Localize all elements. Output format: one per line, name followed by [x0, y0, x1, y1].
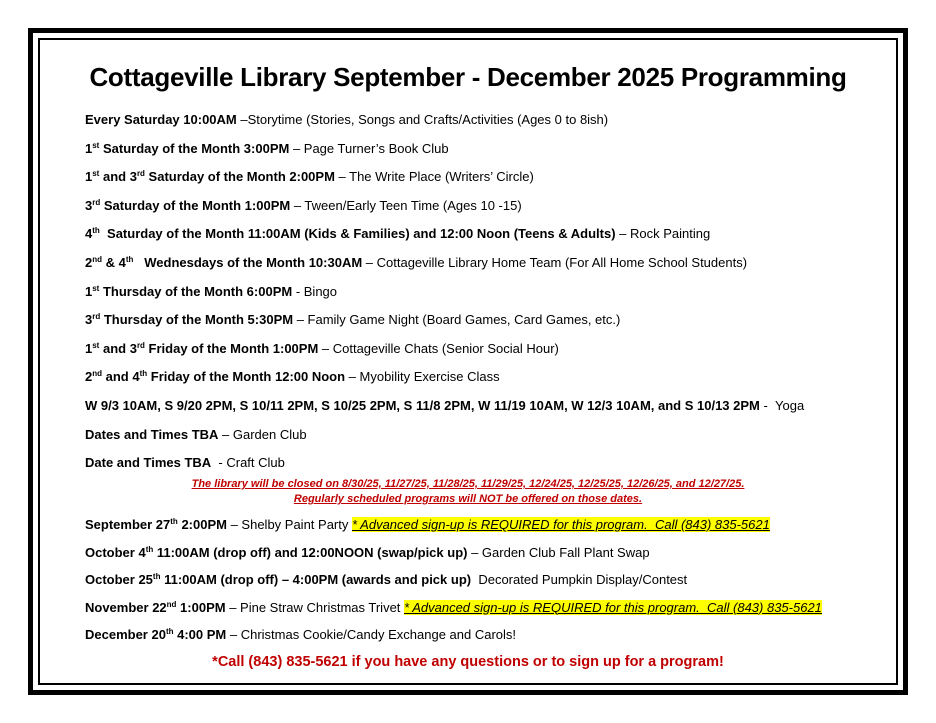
schedule-item [85, 310, 885, 339]
ordinal-suffix: st [92, 169, 100, 179]
schedule-item [85, 196, 885, 225]
program-name: – Family Game Night (Board Games, Card Games, etc.) [293, 312, 621, 328]
schedule-time: 3 [85, 197, 93, 213]
schedule-time: Saturday of the Month 11:00AM (Kids & Families) and 12:00 Noon (Teens & Adults) [99, 226, 616, 242]
program-name: – Rock Painting [615, 226, 711, 242]
schedule-time: 2 [85, 254, 93, 270]
program-name: – Page Turner’s Book Club [289, 140, 449, 156]
program-name: – Christmas Cookie/Candy Exchange and Carols! [226, 627, 517, 642]
event-item [85, 598, 885, 626]
schedule-time: 1 [85, 340, 93, 356]
ordinal-suffix: th [152, 572, 161, 581]
schedule-item [85, 282, 885, 311]
schedule-time: 1 [85, 283, 93, 299]
ordinal-suffix: nd [92, 254, 103, 264]
schedule-time: 2 [85, 369, 93, 385]
special-events-list [85, 515, 885, 653]
program-name: - Craft Club [211, 455, 285, 471]
schedule-time: 2:00PM [177, 517, 227, 532]
ordinal-suffix: rd [136, 340, 145, 350]
program-name: – Myobility Exercise Class [345, 369, 500, 385]
event-item [85, 515, 885, 543]
schedule-time: October 25 [85, 572, 153, 587]
schedule-time: 11:00AM (drop off) – 4:00PM (awards and pick up) [160, 572, 472, 587]
schedule-time: and 4 [102, 369, 140, 385]
ordinal-suffix: th [165, 627, 174, 636]
schedule-time: 11:00AM (drop off) and 12:00NOON (swap/pick up) [153, 544, 468, 560]
schedule-item [85, 224, 885, 253]
event-item [85, 543, 885, 571]
program-name: – Tween/Early Teen Time (Ages 10 -15) [290, 197, 522, 213]
signup-required-highlight: * Advanced sign-up is REQUIRED for this program. Call (843) 835-5621 [351, 517, 770, 532]
schedule-time: Every Saturday 10:00AM [85, 112, 241, 127]
schedule-item [85, 396, 885, 425]
recurring-schedule-list [85, 110, 885, 482]
schedule-item [85, 339, 885, 368]
schedule-time: and 3 [99, 169, 137, 185]
program-name: –Storytime (Stories, Songs and Crafts/Activities (Ages 0 to 8ish) [240, 112, 609, 127]
schedule-time: 1 [85, 140, 93, 156]
schedule-time: Saturday of the Month 2:00PM [144, 169, 335, 185]
ordinal-suffix: th [139, 369, 148, 379]
schedule-time: 4 [85, 226, 93, 242]
schedule-time: 1:00PM [176, 599, 226, 615]
program-name: – The Write Place (Writers’ Circle) [334, 169, 534, 185]
program-name: – Shelby Paint Party [226, 517, 352, 532]
schedule-item [85, 139, 885, 168]
ordinal-suffix: th [170, 517, 178, 526]
ordinal-suffix: th [92, 226, 100, 236]
schedule-time: 4:00 PM [173, 627, 227, 642]
schedule-time: November 22 [85, 599, 167, 615]
ordinal-suffix: nd [166, 599, 177, 609]
program-name: - Bingo [292, 283, 338, 299]
schedule-time: December 20 [85, 627, 166, 642]
ordinal-suffix: th [125, 254, 134, 264]
page-title: Cottageville Library September - December 2025 Programming [89, 62, 847, 92]
schedule-time: Dates and Times TBA [85, 426, 219, 442]
schedule-item [85, 253, 885, 282]
schedule-time: 3 [85, 312, 93, 328]
closure-dates: The library will be closed on 8/30/25, 11/27/25, 11/28/25, 11/29/25, 12/24/25, 12/25/25, 12/26/25, and 12/27/25. [191, 478, 745, 490]
ordinal-suffix: th [145, 544, 154, 554]
schedule-item [85, 110, 885, 139]
program-name: – Garden Club Fall Plant Swap [467, 544, 650, 560]
schedule-time: Date and Times TBA [85, 455, 212, 471]
program-name: Decorated Pumpkin Display/Contest [471, 572, 688, 587]
schedule-item [85, 425, 885, 454]
ordinal-suffix: st [92, 283, 100, 293]
closure-notice [0, 477, 936, 507]
ordinal-suffix: st [92, 140, 100, 150]
event-item [85, 570, 885, 598]
program-name: – Cottageville Library Home Team (For All Home School Students) [362, 254, 748, 270]
signup-required-highlight: * Advanced sign-up is REQUIRED for this program. Call (843) 835-5621 [404, 599, 822, 615]
schedule-time: Saturday of the Month 1:00PM [100, 197, 291, 213]
program-name: – Pine Straw Christmas Trivet [225, 599, 405, 615]
event-item [85, 625, 885, 653]
contact-footer: *Call (843) 835-5621 if you have any questions or to sign up for a program! [212, 654, 724, 670]
ordinal-suffix: rd [92, 197, 101, 207]
schedule-time: Thursday of the Month 5:30PM [100, 312, 294, 328]
closure-note: Regularly scheduled programs will NOT be offered on those dates. [293, 493, 643, 505]
schedule-time: October 4 [85, 544, 146, 560]
schedule-time: W 9/3 10AM, S 9/20 2PM, S 10/11 2PM, S 10/25 2PM, S 11/8 2PM, W 11/19 10AM, W 12/3 10AM, and S 10/13 2PM [85, 397, 760, 413]
ordinal-suffix: rd [136, 169, 145, 179]
schedule-time: Thursday of the Month 6:00PM [99, 283, 293, 299]
ordinal-suffix: nd [92, 369, 103, 379]
schedule-item [85, 367, 885, 396]
schedule-time: Friday of the Month 1:00PM [144, 340, 319, 356]
schedule-time: Friday of the Month 12:00 Noon [147, 369, 346, 385]
schedule-time: Wednesdays of the Month 10:30AM [133, 254, 363, 270]
schedule-time: Saturday of the Month 3:00PM [99, 140, 290, 156]
program-name: – Cottageville Chats (Senior Social Hour) [318, 340, 559, 356]
schedule-item [85, 167, 885, 196]
schedule-time: and 3 [99, 340, 137, 356]
program-name: - Yoga [759, 397, 805, 413]
schedule-time: & 4 [102, 254, 126, 270]
schedule-time: September 27 [85, 517, 171, 532]
schedule-time: 1 [85, 169, 93, 185]
ordinal-suffix: rd [92, 312, 101, 322]
ordinal-suffix: st [92, 340, 100, 350]
program-name: – Garden Club [218, 426, 307, 442]
